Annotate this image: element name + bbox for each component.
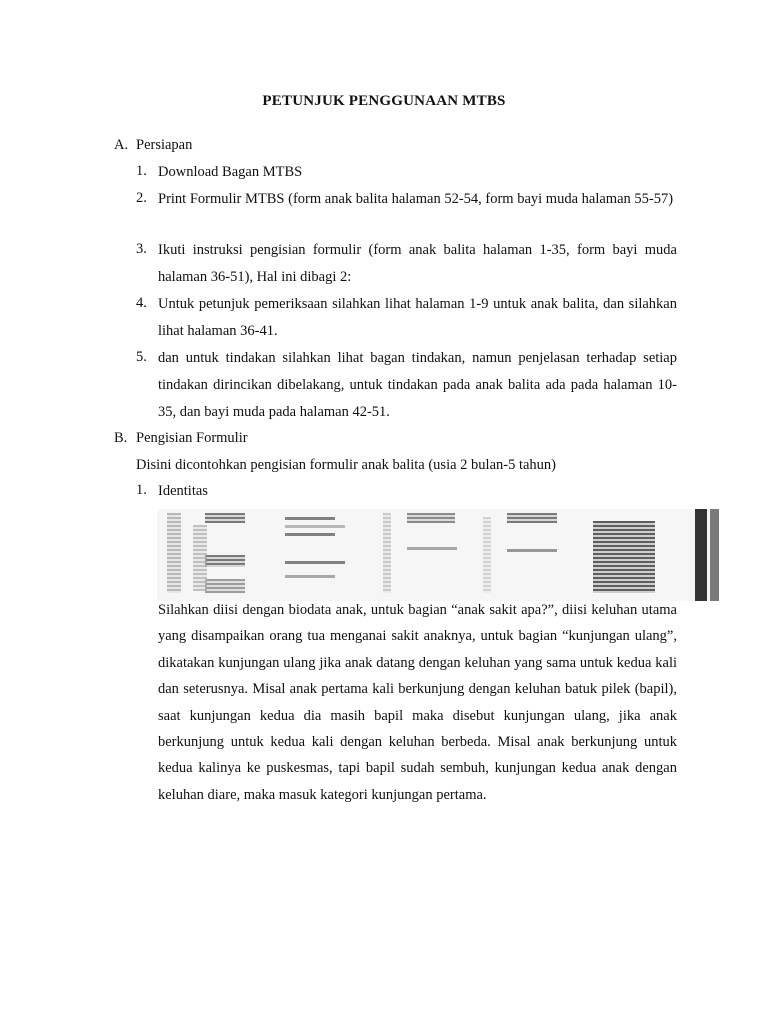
- section-b-heading: [114, 430, 248, 447]
- section-b-letter: B.: [114, 430, 128, 446]
- list-item-text: Print Formulir MTBS (form anak balita halaman 52-54, form bayi muda halaman 55-57): [158, 191, 674, 207]
- section-b-intro: Disini dicontohkan pengisian formulir anak balita (usia 2 bulan-5 tahun): [136, 457, 556, 473]
- document-title: PETUNJUK PENGGUNAAN MTBS: [262, 93, 506, 109]
- identity-form-image: [157, 509, 719, 601]
- list-item: [136, 478, 677, 505]
- list-item-text: Ikuti instruksi pengisian formulir (form anak balita halaman 1-35, form bayi muda halaman 36-51), Hal ini dibagi 2:: [158, 242, 677, 285]
- section-b-title: Pengisian Formulir: [136, 430, 248, 446]
- list-item-text: Identitas: [158, 483, 208, 499]
- identity-explanation-paragraph: Silahkan diisi dengan biodata anak, untuk bagian “anak sakit apa?”, diisi keluhan utama yang disampaikan orang tua menganai sakit anaknya, untuk bagian “kunjungan ulang”, dikatakan kunjungan ulang jika anak datang dengan keluhan yang sama untuk kedua kali dan seterusnya. Misal anak pertama kali berkunjung dengan keluhan batuk pilek (bapil), saat kunjungan kedua dia masih bapil maka disebut kunjungan ulang, jika anak berkunjung untuk kedua kali dengan keluhan berbeda. Misal anak berkunjung untuk kedua kalinya ke puskesmas, tapi bapil sudah sembuh, kunjungan kedua anak dengan keluhan diare, maka masuk kategori kunjungan pertama.: [158, 602, 677, 803]
- list-item-number: 1.: [136, 163, 147, 179]
- list-item-text: dan untuk tindakan silahkan lihat bagan tindakan, namun penjelasan terhadap setiap tindakan dirincikan dibelakang, untuk tindakan pada anak balita ada pada halaman 10-35, dan bayi muda pada halaman 42-51.: [158, 350, 677, 420]
- list-item-text: Untuk petunjuk pemeriksaan silahkan lihat halaman 1-9 untuk anak balita, dan silahkan lihat halaman 36-41.: [158, 296, 677, 339]
- section-a-title: Persiapan: [136, 137, 193, 153]
- list-item-number: 4.: [136, 295, 147, 311]
- list-item: [136, 237, 677, 291]
- list-item-text: Download Bagan MTBS: [158, 164, 303, 180]
- list-item-number: 5.: [136, 349, 147, 365]
- list-item: [136, 291, 677, 345]
- list-item: [136, 159, 677, 186]
- list-item: [136, 345, 677, 426]
- section-a-heading: [114, 137, 192, 154]
- list-item-number: 3.: [136, 241, 147, 257]
- list-item-number: 1.: [136, 482, 147, 498]
- section-a-letter: A.: [114, 137, 129, 153]
- list-item: [136, 186, 677, 213]
- list-item-number: 2.: [136, 190, 147, 206]
